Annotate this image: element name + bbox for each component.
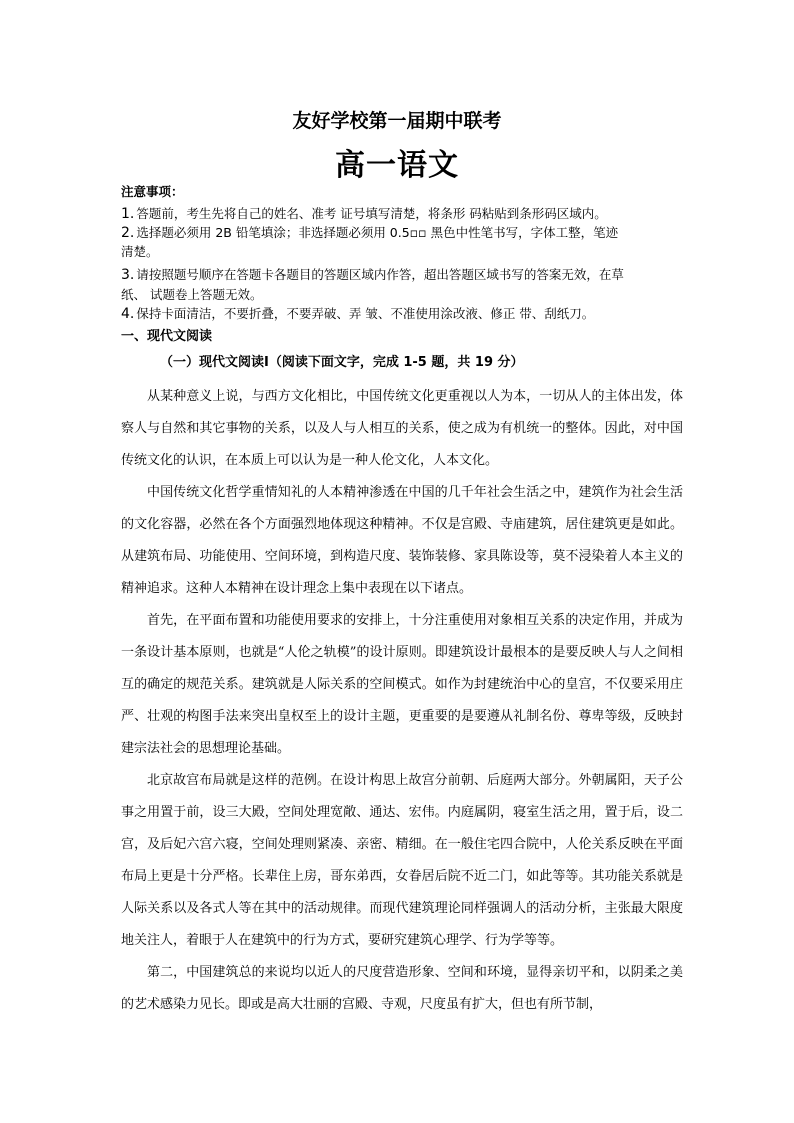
reading-passage: [121, 381, 683, 1021]
notice-item-2-cont: [121, 241, 681, 263]
notice-item-number: 3.: [121, 267, 135, 283]
passage-paragraph-5: 第二，中国建筑总的来说均以近人的尺度营造形象、空间和环境，显得亲切平和，以阴柔之美的艺术感染力见长。即或是高大壮丽的宫殿、寺观，尺度虽有扩大，但也有所节制，: [121, 965, 683, 1012]
passage-paragraph-2: 中国传统文化哲学重情知礼的人本精神渗透在中国的几千年社会生活之中，建筑作为社会生活的文化容器，必然在各个方面强烈地体现这种精神。不仅是宫殿、寺庙建筑，居住建筑更是如此。从建筑布局、功能使用、空间环境，到构造尺度、装饰装修、家具陈设等，莫不浸染着人本主义的精神追求。这种人本精神在设计理念上集中表现在以下诸点。: [121, 485, 683, 596]
notice-item-number: 1.: [121, 206, 135, 222]
notice-item-number: 4.: [121, 306, 135, 322]
passage-paragraph-4: 北京故宫布局就是这样的范例。在设计构思上故宫分前朝、后庭两大部分。外朝属阳，天子公事之用置于前，设三大殿，空间处理宽敞、通达、宏伟。内庭属阴，寝室生活之用，置于后，设二宫，及后妃六宫六寝，空间处理则紧凑、亲密、精细。在一般住宅四合院中，人伦关系反映在平面布局上更是十分严格。长辈住上房，哥东弟西，女眷居后院不近二门，如此等等。其功能关系就是人际关系以及各式人等在其中的活动规律。而现代建筑理论同样强调人的活动分析，主张最大限度地关注人，着眼于人在建筑中的行为方式，要研究建筑心理学、行为学等等。: [121, 773, 683, 948]
notice-item-text: 答题前，考生先将自己的姓名、准考 证号填写清楚，将条形 码粘贴到条形码区域内。: [136, 206, 607, 221]
notice-item-text: 清楚。: [121, 244, 159, 259]
notice-item-3: [121, 264, 681, 286]
notice-item-text: 选择题必须用 2B 铅笔填涂；非选择题必须用 0.5▫▫ 黑色中性笔书写，字体工整，笔迹: [136, 225, 619, 240]
school-exam-title: 友好学校第一届期中联考: [292, 110, 502, 132]
passage-paragraph-1: 从某种意义上说，与西方文化相比，中国传统文化更重视以人为本，一切从人的主体出发，体察人与自然和其它事物的关系，以及人与人相互的关系，使之成为有机统一的整体。因此，对中国传统文化的认识，在本质上可以认为是一种人伦文化，人本文化。: [121, 389, 683, 468]
notice-item-text: 请按照题号顺序在答题卡各题目的答题区域内作答，超出答题区域书写的答案无效，在草: [136, 267, 624, 282]
section-subheading: （一）现代文阅读Ⅰ（阅读下面文字，完成 1-5 题，共 19 分）: [160, 355, 524, 370]
section-heading: 一、现代文阅读: [121, 329, 213, 344]
passage-paragraph-3: 首先，在平面布置和功能使用要求的安排上，十分注重使用对象相互关系的决定作用，并成为一条设计基本原则，也就是“人伦之轨模”的设计原则。即建筑设计最根本的是要反映人与人之间相互的确定的规范关系。建筑就是人际关系的空间模式。如作为封建统治中心的皇宫，不仅要采用庄严、壮观的构图手法来突出皇权至上的设计主题，更重要的是要遵从礼制名份、尊卑等级，反映封建宗法社会的思想理论基础。: [121, 613, 683, 756]
notice-heading: 注意事项：: [121, 184, 184, 199]
notice-item-text: 纸、 试题卷上答题无效。: [121, 287, 263, 302]
notice-item-4: [121, 303, 681, 325]
subject-title: 高一语文: [335, 148, 459, 183]
notice-item-text: 保持卡面清洁，不要折叠，不要弄破、弄 皱、不准使用涂改液、修正 带、刮纸刀。: [136, 306, 595, 321]
notice-item-number: 2.: [121, 225, 135, 241]
